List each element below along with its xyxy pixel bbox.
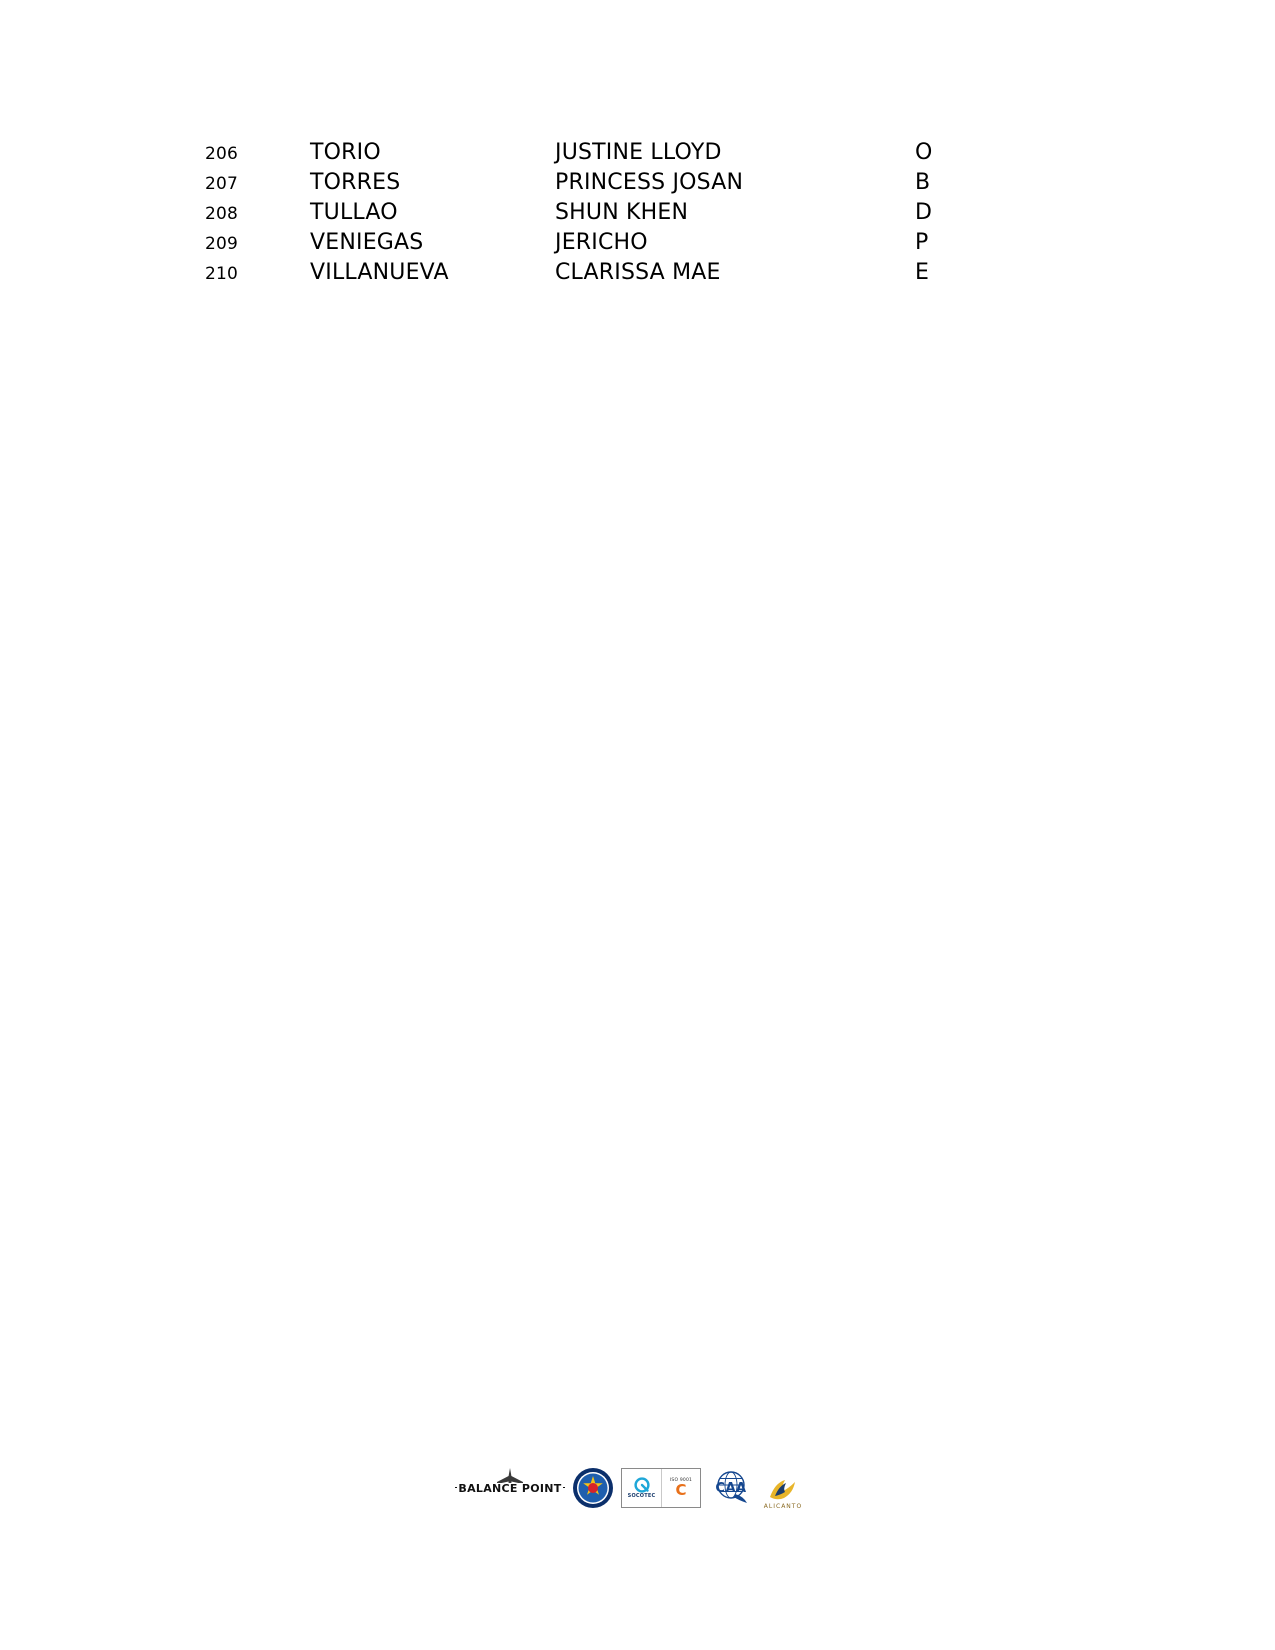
row-middle-initial: E — [915, 260, 930, 285]
row-middle-initial: P — [915, 230, 929, 255]
socotec-mark-icon — [631, 1477, 653, 1493]
iso-right-panel — [662, 1469, 700, 1507]
alicanto-logo — [761, 1466, 805, 1510]
row-last-name: VILLANUEVA — [310, 260, 449, 285]
row-first-name: PRINCESS JOSAN — [555, 170, 744, 195]
row-middle-initial: B — [915, 170, 931, 195]
alicanto-wordmark: ALICANTO — [763, 1503, 803, 1510]
balance-point-wordmark: BALANCE POINT — [458, 1481, 562, 1495]
row-last-name: TORRES — [310, 170, 401, 195]
iso-code-label: ISO 9001 — [669, 1477, 693, 1483]
row-middle-initial: O — [915, 140, 933, 165]
examinee-roster-table — [205, 140, 965, 290]
table-row — [205, 170, 965, 200]
iso-c-mark-icon: C — [675, 1481, 687, 1500]
row-first-name: JERICHO — [555, 230, 648, 255]
caa-logo — [708, 1467, 754, 1509]
row-last-name: TULLAO — [310, 200, 398, 225]
balance-point-logo — [455, 1465, 565, 1511]
row-number: 207 — [205, 174, 239, 194]
iso-left-panel — [622, 1469, 662, 1507]
table-row — [205, 200, 965, 230]
row-number: 209 — [205, 234, 239, 254]
table-row — [205, 230, 965, 260]
philippine-seal-logo — [572, 1467, 614, 1509]
row-number: 208 — [205, 204, 239, 224]
row-last-name: TORIO — [310, 140, 381, 165]
row-middle-initial: D — [915, 200, 933, 225]
row-first-name: CLARISSA MAE — [555, 260, 721, 285]
row-first-name: SHUN KHEN — [555, 200, 689, 225]
socotec-iso-certification-logo — [621, 1468, 701, 1508]
row-number: 210 — [205, 264, 239, 284]
row-number: 206 — [205, 144, 239, 164]
table-row — [205, 260, 965, 290]
socotec-brand-label: SOCOTEC — [627, 1493, 656, 1499]
bird-icon — [766, 1475, 800, 1503]
seal-icon — [572, 1467, 614, 1509]
table-row — [205, 140, 965, 170]
footer-logo-strip — [455, 1462, 815, 1514]
row-first-name: JUSTINE LLOYD — [555, 140, 722, 165]
row-last-name: VENIEGAS — [310, 230, 424, 255]
caa-wordmark: CAA — [715, 1480, 747, 1496]
